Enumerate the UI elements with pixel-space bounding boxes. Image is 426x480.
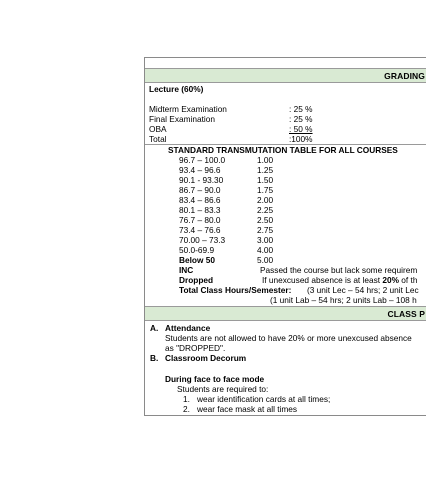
- transmutation-range: 90.1 - 93.30: [179, 175, 224, 185]
- transmutation-range: 96.7 – 100.0: [179, 155, 226, 165]
- component-label: OBA: [149, 124, 167, 134]
- transmutation-range: 86.7 – 90.0: [179, 185, 221, 195]
- component-label: Total: [149, 134, 167, 144]
- transmutation-range: 73.4 – 76.6: [179, 225, 221, 235]
- component-value: : 50 %: [289, 124, 313, 134]
- transmutation-range: 80.1 – 83.3: [179, 205, 221, 215]
- attendance-title: Attendance: [165, 323, 211, 333]
- grading-header-title: GRADING: [384, 71, 425, 81]
- dropped-text-c: of th: [399, 275, 418, 285]
- class-policies-header-title: CLASS P: [387, 309, 425, 319]
- transmutation-grade: 2.25: [257, 205, 274, 215]
- dropped-text: [262, 275, 417, 285]
- transmutation-range: Below 50: [179, 255, 215, 265]
- attendance-text-1: Students are not allowed to have 20% or more unexcused absence: [165, 333, 412, 343]
- component-value: : 25 %: [289, 114, 313, 124]
- transmutation-grade: 3.00: [257, 235, 274, 245]
- transmutation-title: STANDARD TRANSMUTATION TABLE FOR ALL COURSES: [168, 145, 398, 155]
- rule-number: 2.: [183, 404, 190, 414]
- transmutation-grade: 1.50: [257, 175, 274, 185]
- transmutation-grade: 5.00: [257, 255, 274, 265]
- rule-number: 1.: [183, 394, 190, 404]
- inc-text: Passed the course but lack some requirem: [260, 265, 418, 275]
- rule-text: wear face mask at all times: [197, 404, 298, 414]
- transmutation-range: 76.7 – 80.0: [179, 215, 221, 225]
- component-value: :100%: [289, 134, 313, 144]
- transmutation-grade: 1.00: [257, 155, 274, 165]
- transmutation-range: 70.00 – 73.3: [179, 235, 226, 245]
- transmutation-range: 50.0-69.9: [179, 245, 215, 255]
- attendance-text-2: as "DROPPED".: [165, 343, 226, 353]
- class-hours-text-1: (3 unit Lec – 54 hrs; 2 unit Lec: [307, 285, 419, 295]
- transmutation-grade: 1.25: [257, 165, 274, 175]
- dropped-text-a: If unexcused absence is at least: [262, 275, 383, 285]
- class-hours-text-2: (1 unit Lab – 54 hrs; 2 units Lab – 108 h: [270, 295, 417, 305]
- face-to-face-intro: Students are required to:: [177, 384, 269, 394]
- inc-label: INC: [179, 265, 194, 275]
- transmutation-range: 93.4 – 96.6: [179, 165, 221, 175]
- item-a-marker: A.: [150, 323, 159, 333]
- component-value: : 25 %: [289, 104, 313, 114]
- component-label: Final Examination: [149, 114, 215, 124]
- grading-header: [145, 68, 426, 83]
- classroom-decorum-title: Classroom Decorum: [165, 353, 247, 363]
- transmutation-grade: 2.75: [257, 225, 274, 235]
- component-label: Midterm Examination: [149, 104, 227, 114]
- transmutation-grade: 2.00: [257, 195, 274, 205]
- document-sheet: [144, 57, 426, 416]
- class-hours-label: Total Class Hours/Semester:: [179, 285, 292, 295]
- lecture-title: Lecture (60%): [149, 84, 204, 94]
- transmutation-grade: 1.75: [257, 185, 274, 195]
- class-policies-header: [145, 306, 426, 321]
- transmutation-grade: 4.00: [257, 245, 274, 255]
- item-b-marker: B.: [150, 353, 159, 363]
- transmutation-grade: 2.50: [257, 215, 274, 225]
- transmutation-range: 83.4 – 86.6: [179, 195, 221, 205]
- rule-text: wear identification cards at all times;: [197, 394, 331, 404]
- face-to-face-title: During face to face mode: [165, 374, 265, 384]
- dropped-label: Dropped: [179, 275, 214, 285]
- dropped-text-b: 20%: [382, 275, 399, 285]
